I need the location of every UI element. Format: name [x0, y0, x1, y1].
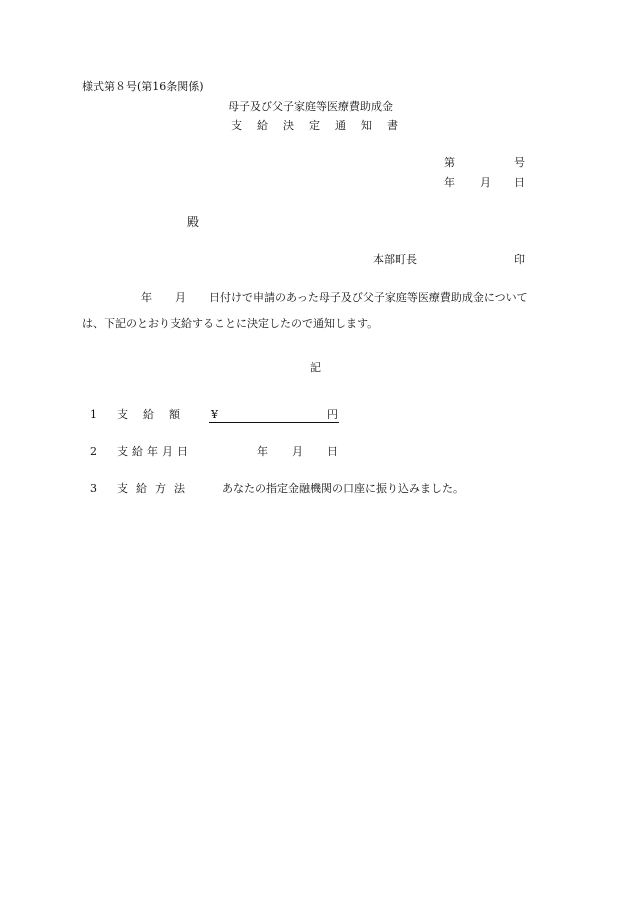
application-month: 月	[175, 291, 186, 304]
item-number: 3	[90, 482, 97, 495]
item-label-payment-date: 支給年月日	[117, 445, 192, 458]
body-text-line2: は、下記のとおり支給することに決定したので通知します。	[82, 317, 379, 330]
issue-date-day: 日	[514, 176, 525, 189]
document-number-suffix: 号	[514, 156, 525, 169]
form-number-label: 様式第８号(第16条関係)	[82, 80, 204, 93]
document-title-line1: 母子及び父子家庭等医療費助成金	[228, 100, 393, 113]
seal-mark: 印	[514, 253, 525, 266]
issue-date-year: 年	[444, 176, 455, 189]
document-number-prefix: 第	[444, 156, 455, 169]
body-text-line1: 日付けで申請のあった母子及び父子家庭等医療費助成金について	[209, 291, 528, 304]
ki-heading: 記	[310, 361, 321, 374]
sender-title: 本部町長	[373, 253, 417, 266]
payment-date-month: 月	[292, 445, 303, 458]
issue-date-month: 月	[480, 176, 491, 189]
currency-symbol: ¥	[211, 408, 218, 421]
document-title-line2: 支給決定通知書	[231, 119, 413, 132]
payment-date-day: 日	[327, 445, 338, 458]
item-number: 2	[90, 445, 97, 458]
amount-unit: 円	[327, 408, 338, 421]
amount-underline	[209, 422, 339, 423]
payment-method-value: あなたの指定金融機関の口座に振り込みました。	[222, 482, 464, 495]
payment-date-year: 年	[257, 445, 268, 458]
addressee-honorific: 殿	[187, 215, 200, 229]
item-label-payment-method: 支給方法	[117, 482, 193, 495]
item-number: 1	[90, 408, 97, 421]
item-label-payment-amount: 支給額	[117, 408, 195, 421]
application-year: 年	[141, 291, 152, 304]
